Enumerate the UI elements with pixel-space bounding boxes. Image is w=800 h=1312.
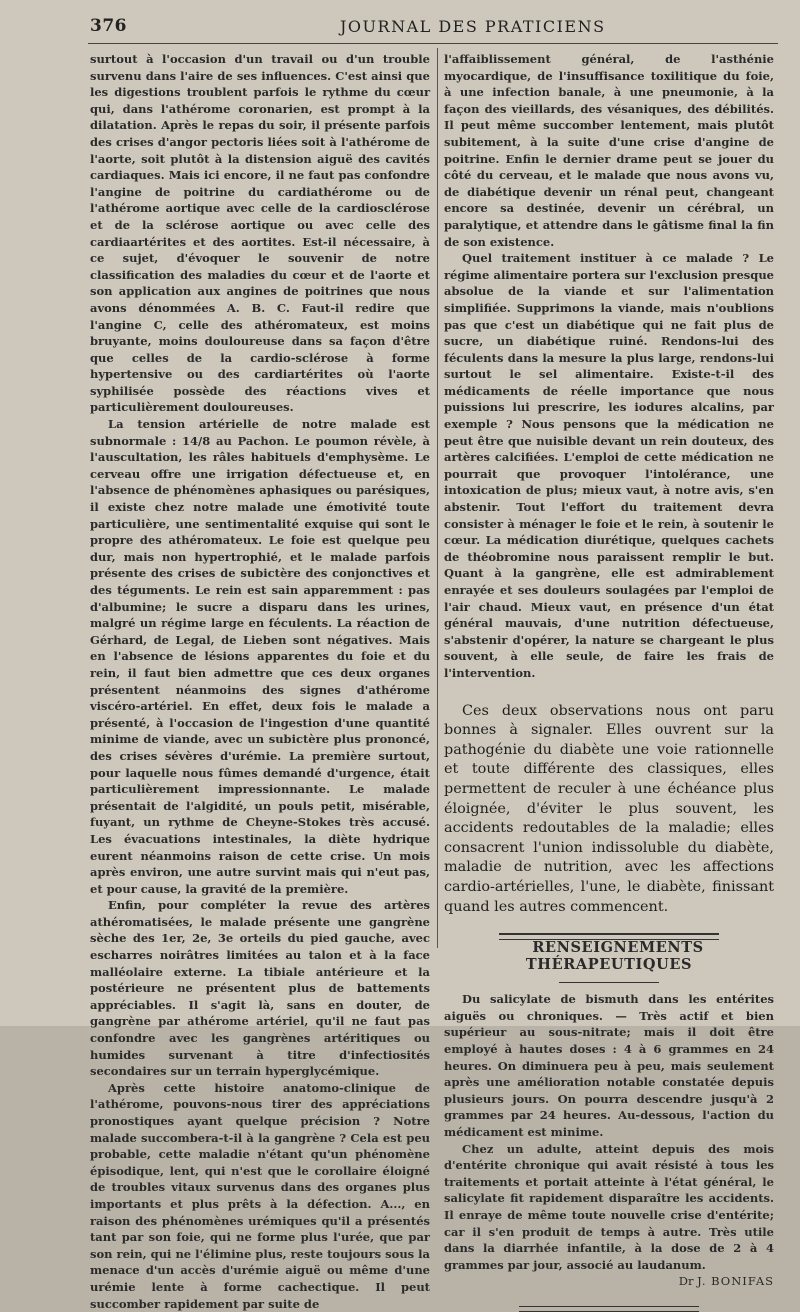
left-paragraph: surtout à l'occasion d'un travail ou d'un trouble survenu dans l'aire de ses influences. C'est ainsi que les digestions troublent parfois le rythme du cœur qui, dans l'athérome coronarien, est prompt à la dilatation. Après le repas du soir, il présente parfois des crises d'angor pectoris liées soit à l'athérome de l'aorte, soit plutôt à la distension aiguë des cavités cardiaques. Mais ici encore, il ne faut pas confondre l'angine de poitrine du cardiathérome ou de l'athérome aortique avec celle de la cardiosclérose et de la sclérose aortique ou avec celle des cardiaartérites et des aortites. Est-il nécessaire, à ce sujet, d'évoquer le souvenir de notre classification des maladies du cœur et de l'aorte et son application aux angines de poitrines que nous avons dénommées A. B. C. Faut-il redire que l'angine C, celle des athéromateux, est moins bruyante, moins douloureuse dans sa façon d'être que celles de la cardio-sclérose à forme hypertensive ou des cardiartérites où l'aorte syphilisée possède des réactions vives et particulièrement douloureuses.: [90, 52, 430, 415]
section-paragraph: Chez un adulte, atteint depuis des mois d'entérite chronique qui avait résisté à tous les traitements et portait atteinte à l'état général, le salicylate fit rapidement disparaître les accidents. Il enraye de même toute nouvelle crise d'entérite; car il s'en produit de temps à autre. Très utile dans la diarrhée infantile, à la dose de 2 à 4 grammes par jour, associé au laudanum.: [444, 1141, 774, 1272]
right-column: [444, 51, 774, 1312]
conclusion-paragraph: Ces deux observations nous ont paru bonnes à signaler. Elles ouvrent sur la pathogénie du diabète une voie rationnelle et toute différente des classiques, elles permettent de reculer à une échéance plus éloignée, d'éviter le plus souvent, les accidents redoutables de la maladie; elles consacrent l'union indissoluble du diabète, maladie de nutrition, avec les affections cardio-artérielles, l'une, le diabète, finissant quand les autres commencent.: [444, 702, 774, 915]
right-paragraph: l'affaiblissement général, de l'asthénie myocardique, de l'insuffisance toxilitique du foie, à une infection banale, à une pneumonie, à la façon des vieillards, des vésaniques, des débilités. Il peut même succomber lentement, mais plutôt subitement, à la suite d'une crise d'angine de poitrine. Enfin le dernier drame peut se jouer du côté du cerveau, et le malade que nous avons vu, de diabétique devenir un rénal peut, changeant encore sa destinée, devenir un cérébral, un paralytique, et attendre dans le gâtisme final la fin de son existence.: [444, 52, 774, 249]
author-signature: [444, 1273, 774, 1290]
title-rule: [559, 982, 659, 983]
running-title: JOURNAL DES PRATICIENS: [340, 17, 606, 36]
header-rule: [88, 43, 778, 44]
left-column: [90, 51, 430, 1312]
right-paragraph: Quel traitement instituer à ce malade ? Le régime alimentaire portera sur l'exclusion presque absolue de la viande et sur l'alimentation simplifiée. Supprimons la viande, mais n'oublions pas que c'est un diabétique qui ne fait plus de sucre, un diabétique ruiné. Rendons-lui des féculents dans la mesure la plus large, rendons-lui surtout le sel alimentaire. Existe-t-il des médicaments de réelle importance que nous puissions lui prescrire, les iodures alcalins, par exemple ? Nous pensons que la médication ne peut être que nuisible devant un rein douteux, des artères calcifiées. L'emploi de cette médication ne pourrait que provoquer l'intolérance, une intoxication de plus; mieux vaut, à notre avis, s'en abstenir. Tout l'effort du traitement devra consister à ménager le foie et le rein, à soutenir le cœur. La médication diurétique, quelques cachets de théobromine nous paraissent remplir le but. Quant à la gangrène, elle est admirablement enrayée et ses douleurs soulagées par l'emploi de l'air chaud. Mieux vaut, en présence d'un état général mauvais, d'une nutrition défectueuse, s'abstenir d'opérer, la nature se chargeant le plus souvent, à elle seule, de faire les frais de l'intervention.: [444, 251, 774, 680]
signature-prefix: Dr: [678, 1274, 694, 1289]
signature-name: J. BONIFAS: [697, 1274, 774, 1289]
end-rule: [519, 1306, 699, 1312]
page-header: [90, 16, 780, 42]
left-paragraph: Après cette histoire anatomo-clinique de l'athérome, pouvons-nous tirer des appréciations pronostiques ayant quelque précision ? Notre malade succombera-t-il à la gangrène ? Cela est peu probable, cette maladie n'étant qu'un phénomène épisodique, lent, qui n'est que le corollaire éloigné de troubles vitaux survenus dans des organes plus importants et plus prêts à la défection. A..., en raison des phénomènes urémiques qu'il a présentés tant par son foie, qui ne forme plus l'urée, que par son rein, qui ne l'élimine plus, reste toujours sous la menace d'un accès d'urémie aiguë ou même d'une urémie lente à forme cachectique. Il peut succomber rapidement par suite de: [90, 1080, 430, 1311]
section-paragraph: Du salicylate de bismuth dans les entérites aiguës ou chroniques. — Très actif et bien supérieur au sous-nitrate; mais il doit être employé à hautes doses : 4 à 6 grammes en 24 heures. On diminuera peu à peu, mais seulement après une amélioration notable constatée depuis plusieurs jours. On pourra descendre jusqu'à 2 grammes par 24 heures. Au-dessous, l'action du médicament est minime.: [444, 992, 774, 1140]
section-title: RENSEIGNEMENTS THÉRAPEUTIQUES: [525, 939, 704, 973]
left-paragraph: La tension artérielle de notre malade est subnormale : 14/8 au Pachon. Le poumon révèle, à l'auscultation, les râles habituels d'emphysème. Le cerveau offre une irrigation défectueuse et, en l'absence de phénomènes aphasiques ou parésiques, il existe chez notre malade une émotivité toute particulière, une sentimentalité exquise qui sont le propre des athéromateux. Le foie est quelque peu dur, mais non hypertrophié, et le malade parfois présente des crises de subictère des conjonctives et des téguments. Le rein est sain apparemment : pas d'albumine; le sucre a disparu dans les urines, malgré un régime large en féculents. La réaction de Gérhard, de Legal, de Lieben sont négatives. Mais en l'absence de lésions apparentes du foie et du rein, il faut bien admettre que ces deux organes présentent néanmoins des signes d'athérome viscéro-artériel. En effet, deux fois le malade a présenté, à l'occasion de l'ingestion d'une quantité minime de viande, avec un subictère plus prononcé, des crises sévères d'urémie. La première surtout, pour laquelle nous fûmes demandé d'urgence, était particulièrement impressionnante. Le malade présentait de l'algidité, un pouls petit, misérable, fuyant, un rythme de Cheyne-Stokes très accusé. Les évacuations intestinales, la diète hydrique eurent néanmoins raison de cette crise. Un mois après environ, une autre survint mais qui n'eut pas, et pour cause, la gravité de la première.: [90, 417, 430, 896]
left-paragraph: Enfin, pour compléter la revue des artères athéromatisées, le malade présente une gangrène sèche des 1er, 2e, 3e orteils du pied gauche, avec escharres noirâtres limitées au talon et à la face malléolaire externe. La tibiale antérieure et la postérieure ne présentent plus de battements appréciables. Il s'agit là, sans en douter, de gangrène par athérome artériel, qu'il ne faut pas confondre avec les gangrènes artéritiques ou humides survenant à titre d'infectiosités secondaires sur un terrain hyperglycémique.: [90, 898, 430, 1079]
column-divider: [437, 48, 438, 948]
page-number: 376: [90, 16, 127, 36]
